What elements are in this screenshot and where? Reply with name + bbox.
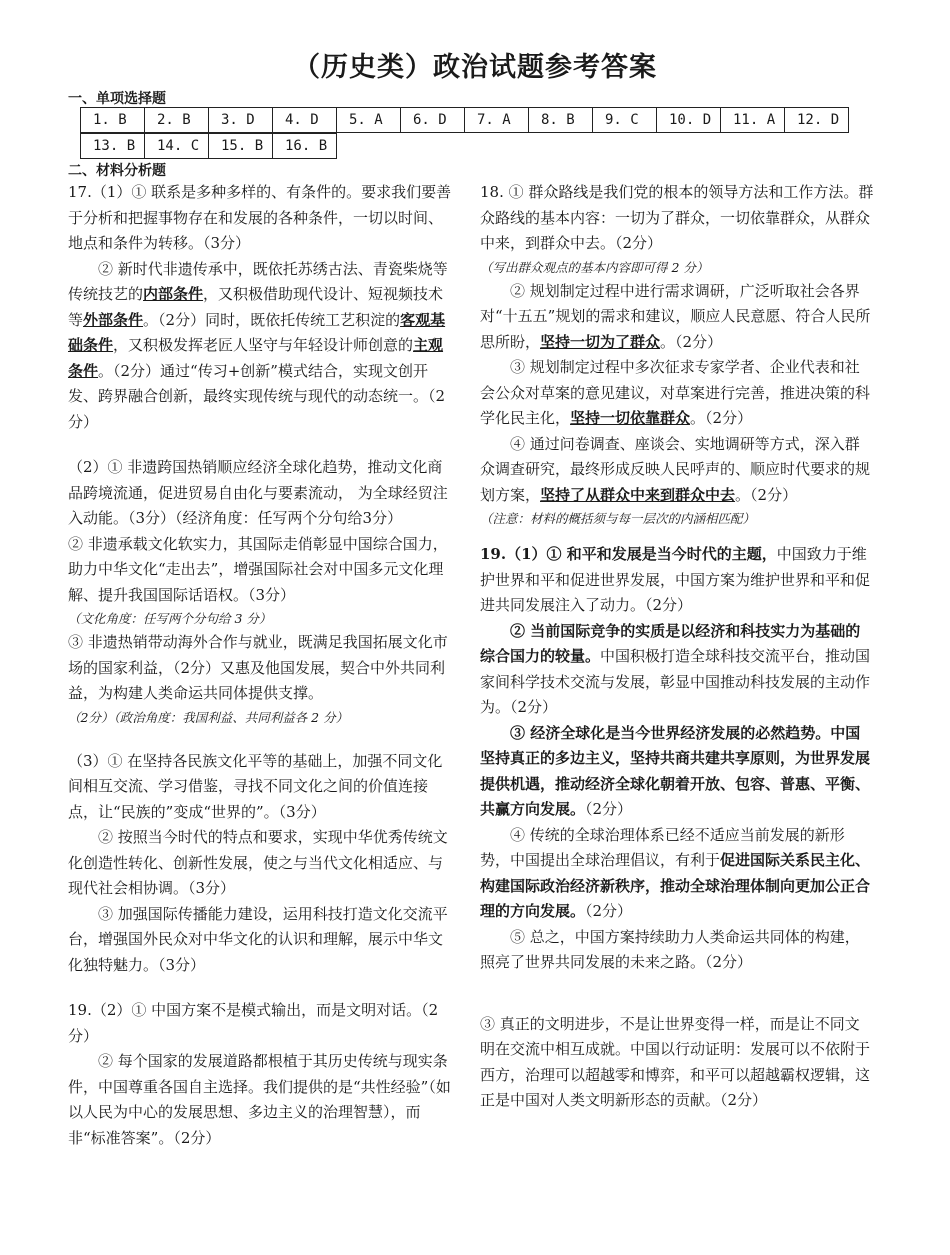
q18-point3: ③ 规划制定过程中多次征求专家学者、企业代表和社会公众对草案的意见建议，对草案进行完善，推进决策的科学化民主化，坚持一切依靠群众。（2分）	[480, 358, 871, 427]
answer-cell: 6. D	[401, 108, 465, 133]
page-title: （历史类）政治试题参考答案	[293, 52, 657, 83]
answer-cell: 9. C	[593, 108, 657, 133]
answer-cell: 16. B	[273, 134, 337, 159]
q18-point2: ② 规划制定过程中进行需求调研，广泛听取社会各界对“十五五”规划的需求和建议，顺应人民意愿、符合人民所思所盼，坚持一切为了群众。（2分）	[480, 281, 871, 351]
answer-cell: 5. A	[337, 108, 401, 133]
answer-cell: 10. D	[657, 108, 721, 133]
answer-cell: 2. B	[145, 108, 209, 133]
answer-cell: 4. D	[273, 108, 337, 133]
q17-part2-point1: （2）① 非遗跨国热销顺应经济全球化趋势，推动文化商品跨境流通，促进贸易自由化与要素流动， 为全球经贸注入动能。（3分）（经济角度：任写两个分句给3分）	[68, 458, 448, 527]
q17-part3-point1: （3）① 在坚持各民族文化平等的基础上，加强不同文化间相互交流、学习借鉴，寻找不同文化之间的价值连接点，让“民族的”变成“世界的”。（3分）	[68, 751, 443, 821]
q19-part1-point3: ③ 经济全球化是当今世界经济发展的必然趋势。中国坚持真正的多边主义，坚持共商共建共享原则，为世界发展提供机遇，推动经济全球化朝着开放、包容、普惠、平衡、共赢方向发展。（2分）	[480, 723, 871, 818]
answer-cell: 3. D	[209, 108, 273, 133]
page-bottom-cutoff	[0, 1196, 950, 1255]
section-heading-choice: 一、单项选择题	[68, 91, 166, 107]
section-heading-analysis: 二、材料分析题	[68, 163, 166, 179]
q17-part1-point1: 17.（1）① 联系是多种多样的、有条件的。要求我们要善于分析和把握事物存在和发展的各种条件，一切以时间、地点和条件为转移。（3分）	[68, 183, 452, 252]
answer-cell: 11. A	[721, 108, 785, 133]
left-column	[68, 180, 452, 1151]
q19-part2-point3: ③ 真正的文明进步，不是让世界变得一样，而是让不同文明在交流中相互成就。中国以行动证明：发展可以不依附于西方，治理可以超越零和博弈，和平可以超越霸权逻辑，这正是中国对人类文明新形态的贡献。（2分）	[480, 1014, 871, 1109]
answer-cell: 15. B	[209, 134, 273, 159]
q17-part2-point2: ② 非遗承载文化软实力，其国际走俏彰显中国综合国力，助力中华文化“走出去”，增强国际社会对中国多元文化理解、提升我国国际话语权。（3分）	[68, 534, 448, 604]
q19-part1-point1: 19.（1）① 和平和发展是当今时代的主题，中国致力于维护世界和平和促进世界发展，中国方案为维护世界和平和促进共同发展注入了动力。（2分）	[480, 545, 871, 614]
q19-part1-point2: ② 当前国际竞争的实质是以经济和科技实力为基础的综合国力的较量。中国积极打造全球科技交流平台，推动国家间科学技术交流与发展，彰显中国推动科技发展的主动作为。（2分）	[480, 621, 871, 716]
grading-note: （写出群众观点的基本内容即可得 2 分）	[480, 259, 709, 275]
answer-cell: 13. B	[81, 134, 145, 159]
answer-table-row1	[80, 107, 849, 133]
q17-part1-point2: ② 新时代非遗传承中，既依托苏绣古法、青瓷柴烧等传统技艺的内部条件，又积极借助现代设计、短视频技术等外部条件。（2分）同时，既依托传统工艺积淀的客观基础条件，又积极发挥老匠人坚守与年轻设计师创意的主观条件。（2分）通过“传习+创新”模式结合，实现文创开发、跨界融合创新，最终实现传统与现代的动态统一。（2分）	[68, 259, 448, 431]
grading-note: （2分）（政治角度：我国利益、共同利益各 2 分）	[68, 709, 349, 725]
q17-part2-point3: ③ 非遗热销带动海外合作与就业，既满足我国拓展文化市场的国家利益，（2分）又惠及他国发展，契合中外共同利益，为构建人类命运共同体提供支撑。	[68, 633, 448, 702]
q19-part1-point4: ④ 传统的全球治理体系已经不适应当前发展的新形势，中国提出全球治理倡议，有利于促进国际关系民主化、构建国际政治经济新秩序，推动全球治理体制向更加公正合理的方向发展。（2分）	[480, 825, 871, 920]
q19-part1-point5: ⑤ 总之，中国方案持续助力人类命运共同体的构建，照亮了世界共同发展的未来之路。（2分）	[480, 927, 860, 971]
answer-cell: 7. A	[465, 108, 529, 133]
q18-point4: ④ 通过问卷调查、座谈会、实地调研等方式，深入群众调查研究，最终形成反映人民呼声的、顺应时代要求的规划方案，坚持了从群众中来到群众中去。（2分）	[480, 434, 871, 504]
answer-cell: 14. C	[145, 134, 209, 159]
answer-cell: 1. B	[81, 108, 145, 133]
right-column	[480, 180, 874, 1114]
grading-note: （注意：材料的概括须与每一层次的内涵相匹配）	[480, 511, 756, 526]
q19-part2-point1: 19.（2）① 中国方案不是模式输出，而是文明对话。（2分）	[68, 1001, 439, 1045]
grading-note: （文化角度：任写两个分句给 3 分）	[68, 611, 272, 626]
answer-cell: 8. B	[529, 108, 593, 133]
q19-part2-point2: ② 每个国家的发展道路都根植于其历史传统与现实条件，中国尊重各国自主选择。我们提供的是“共性经验”（如以人民为中心的发展思想、多边主义的治理智慧），而非“标准答案”。（2分）	[68, 1052, 451, 1147]
q17-part3-point2: ② 按照当今时代的特点和要求，实现中华优秀传统文化创造性转化、创新性发展，使之与当代文化相适应、与现代社会相协调。（3分）	[68, 828, 448, 897]
q17-part3-point3: ③ 加强国际传播能力建设，运用科技打造文化交流平台，增强国外民众对中华文化的认识和理解，展示中华文化独特魅力。（3分）	[68, 904, 448, 974]
q18-point1: 18. ① 群众路线是我们党的根本的领导方法和工作方法。群众路线的基本内容：一切为了群众，一切依靠群众，从群众中来，到群众中去。（2分）	[480, 183, 874, 252]
answer-cell: 12. D	[785, 108, 849, 133]
answer-table-row2	[80, 133, 337, 159]
